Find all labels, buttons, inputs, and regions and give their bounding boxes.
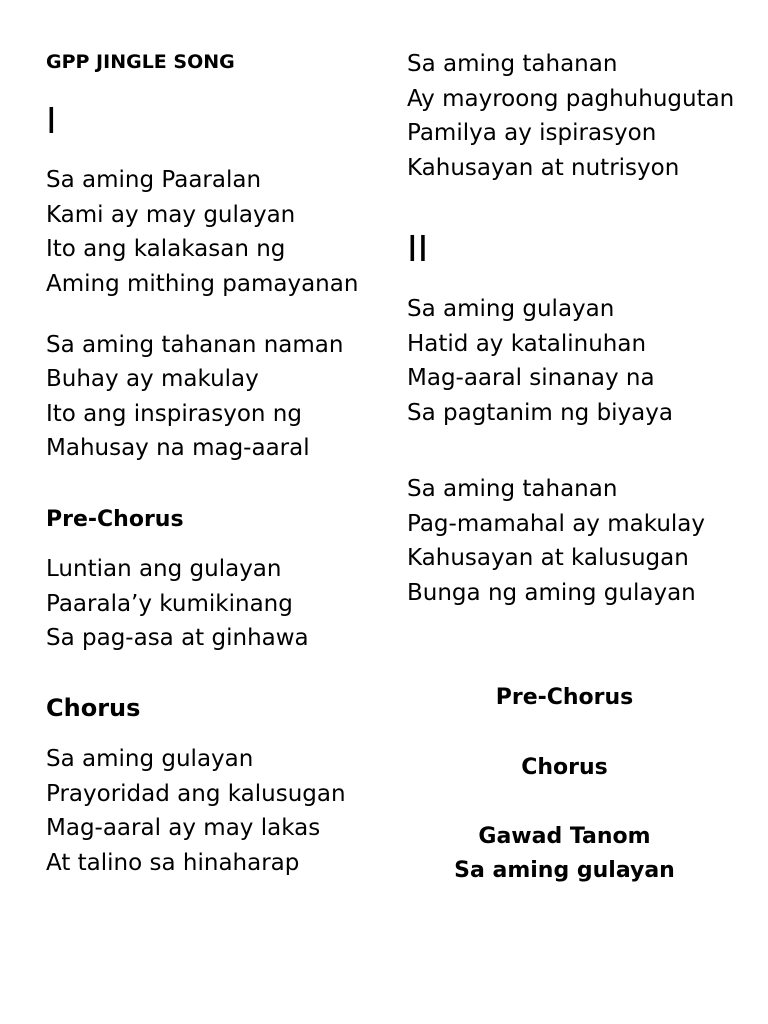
lyric-line: Kahusayan at nutrisyon [407, 155, 680, 181]
lyric-line: Aming mithing pamayanan [46, 271, 359, 297]
lyric-line: Sa pag-asa at ginhawa [46, 625, 309, 651]
lyric-line: Hatid ay katalinuhan [407, 331, 647, 357]
lyric-line: Sa aming gulayan [407, 296, 615, 322]
lyric-line: Ito ang inspirasyon ng [46, 401, 302, 427]
lyric-line: Sa aming gulayan [46, 746, 254, 772]
lyric-line: Sa aming Paaralan [46, 167, 262, 193]
lyric-line: Ito ang kalakasan ng [46, 236, 286, 262]
lyric-line: Pamilya ay ispirasyon [407, 120, 657, 146]
lyric-line: Pag-mamahal ay makulay [407, 511, 706, 537]
lyric-line: Kahusayan at kalusugan [407, 545, 689, 571]
closing-line-2: Sa aming gulayan [454, 858, 675, 883]
lyric-line: Kami ay may gulayan [46, 202, 296, 228]
lyric-line: Ay mayroong paghuhugutan [407, 86, 735, 112]
lyric-line: Mag-aaral ay may lakas [46, 815, 321, 841]
lyric-line: At talino sa hinaharap [46, 850, 300, 876]
lyric-line: Sa aming tahanan [407, 476, 618, 502]
song-title: GPP JINGLE SONG [46, 51, 235, 73]
closing-chorus: Chorus [521, 755, 608, 780]
lyric-line: Sa aming tahanan naman [46, 332, 344, 358]
lyric-line: Paarala’y kumikinang [46, 591, 293, 617]
lyric-line: Prayoridad ang kalusugan [46, 781, 346, 807]
lyric-line: Bunga ng aming gulayan [407, 580, 696, 606]
lyric-line: Mahusay na mag-aaral [46, 435, 310, 461]
lyric-line: Sa pagtanim ng biyaya [407, 400, 673, 426]
lyric-line: Luntian ang gulayan [46, 556, 282, 582]
lyric-line: Mag-aaral sinanay na [407, 365, 655, 391]
lyric-line: Sa aming tahanan [407, 51, 618, 77]
closing-line-1: Gawad Tanom [478, 824, 651, 849]
verse-numeral-1: I [46, 101, 57, 142]
prechorus-heading: Pre-Chorus [46, 507, 184, 532]
closing-prechorus: Pre-Chorus [495, 685, 634, 710]
verse-numeral-2: II [407, 229, 429, 270]
lyric-line: Buhay ay makulay [46, 366, 259, 392]
chorus-heading: Chorus [46, 694, 141, 722]
